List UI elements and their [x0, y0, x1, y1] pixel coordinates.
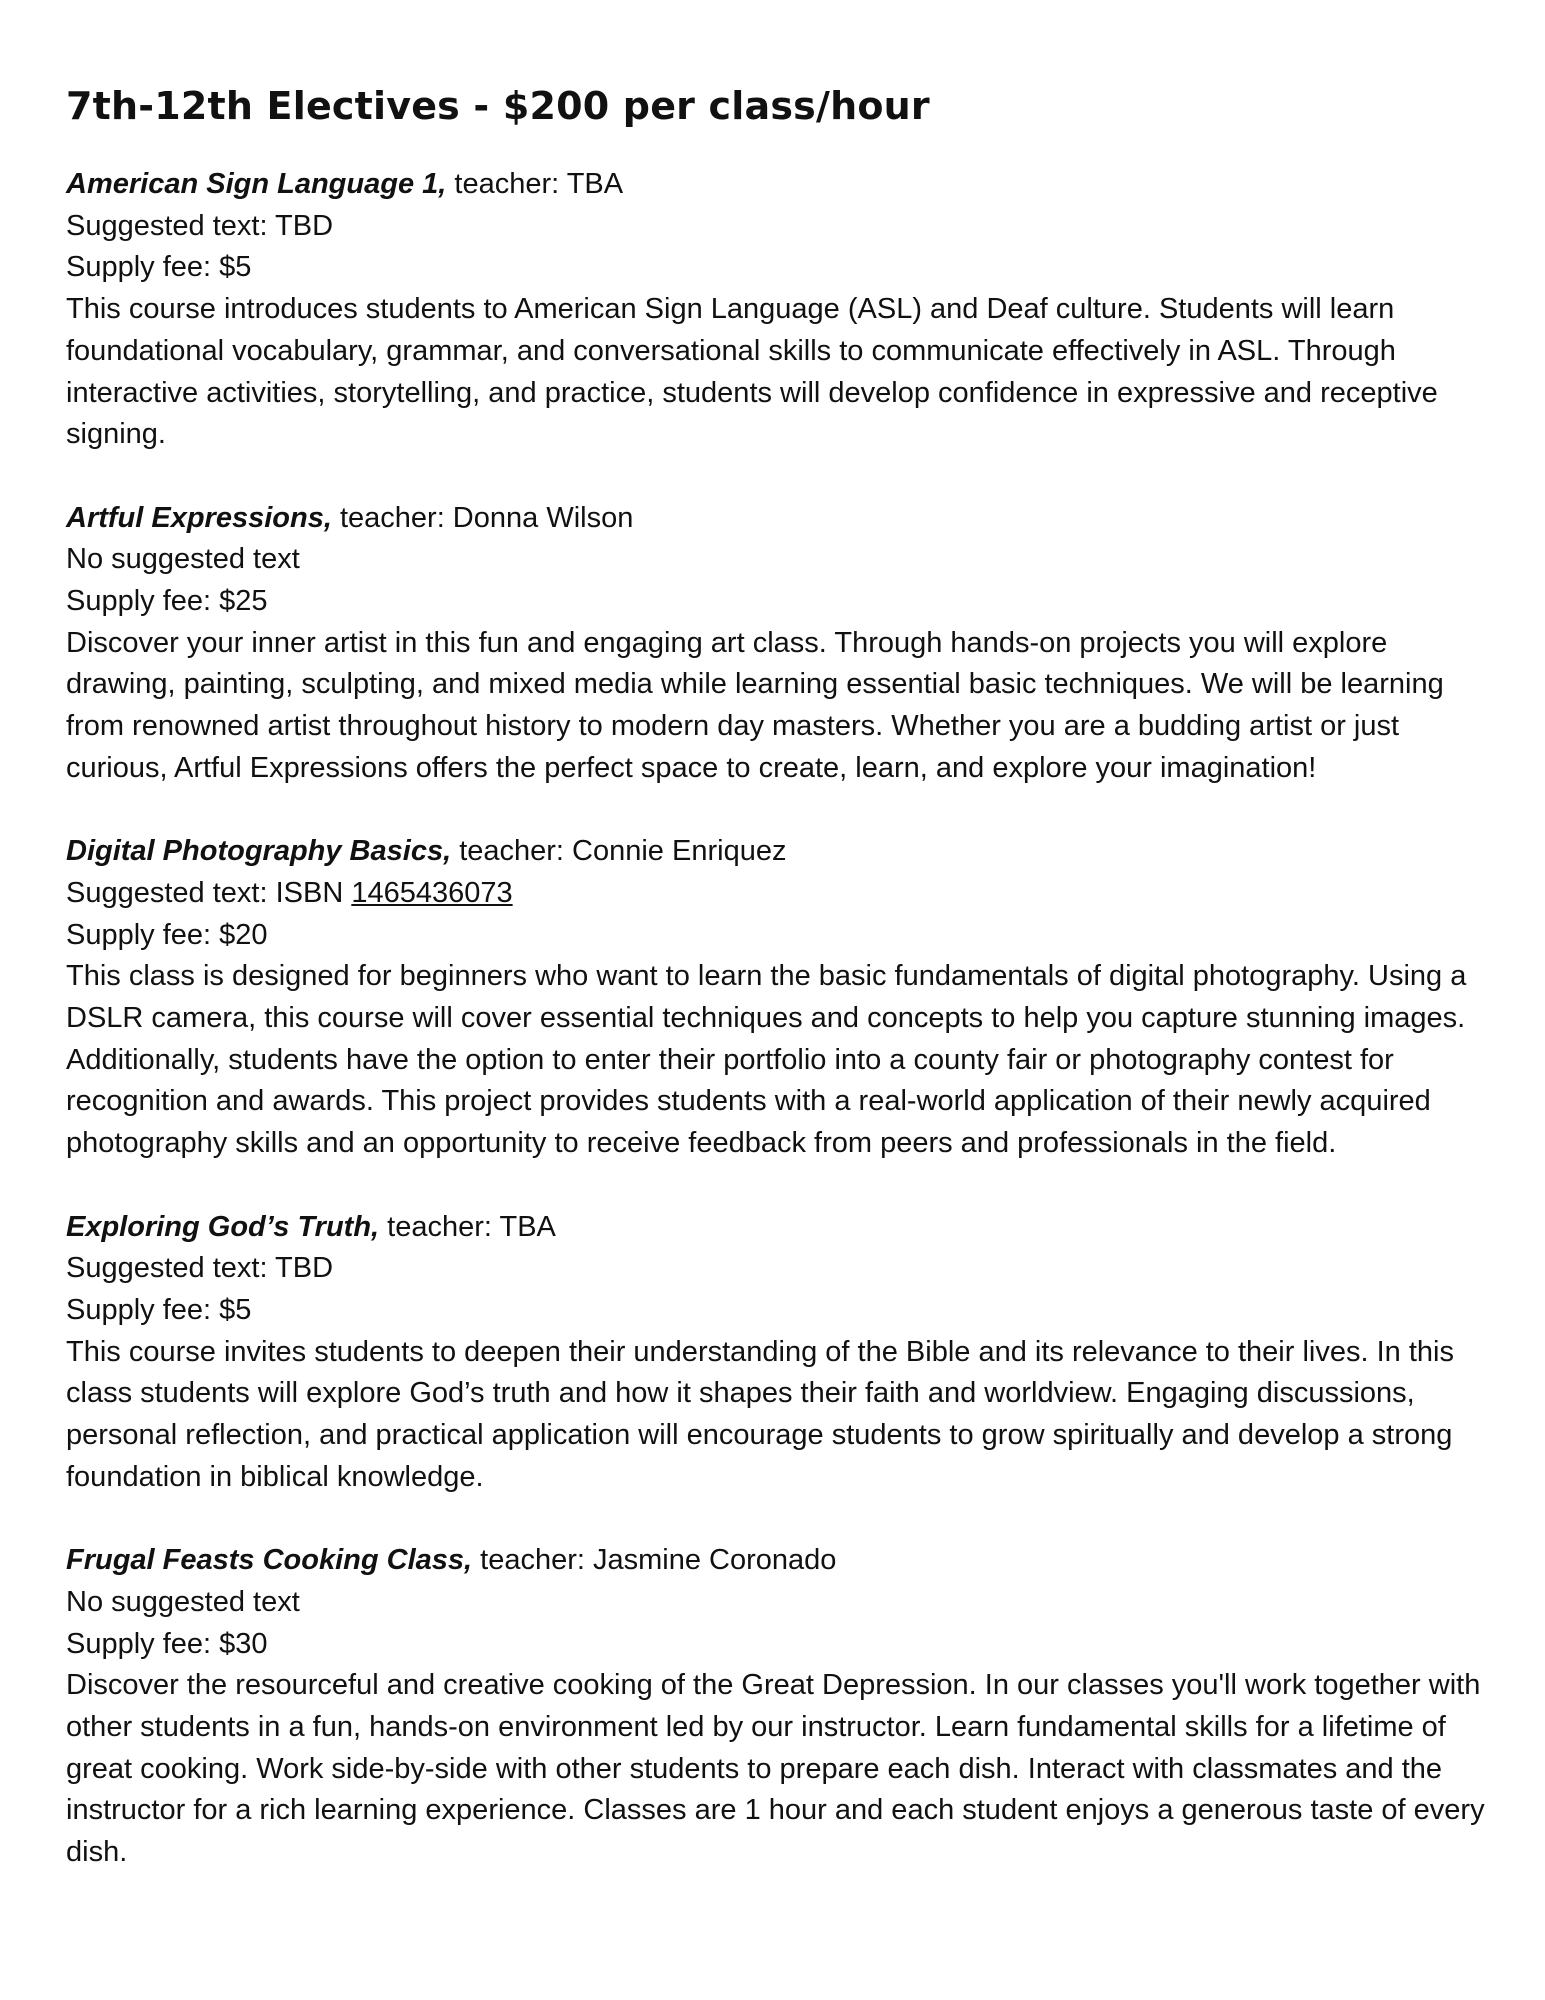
course-teacher: teacher: Connie Enriquez	[451, 835, 787, 868]
course-heading	[66, 1540, 1486, 1582]
supply-fee: Supply fee: $20	[66, 918, 268, 951]
course-description: Discover the resourceful and creative cooking of the Great Depression. In our classes you'll work together with other students in a fun, hands-on environment led by our instructor. Learn fundamental skills for a lifetime of great cooking. Work side-by-side with other students to prepare each dish. Interact with classmates and the instructor for a rich learning experience. Classes are 1 hour and each student enjoys a generous taste of every dish.	[66, 1669, 1485, 1869]
supply-fee: Supply fee: $25	[66, 585, 268, 618]
course-teacher: teacher: TBA	[379, 1210, 556, 1243]
suggested-text	[66, 873, 1486, 915]
course-entry-artful-expressions	[66, 498, 1486, 790]
course-name: Digital Photography Basics,	[66, 835, 452, 868]
course-entry-digital-photography	[66, 831, 1486, 1165]
supply-fee: Supply fee: $5	[66, 251, 252, 284]
isbn-link[interactable]: 1465436073	[351, 876, 513, 909]
course-teacher: teacher: Jasmine Coronado	[472, 1544, 837, 1577]
document-page	[66, 78, 1486, 1915]
course-heading	[66, 164, 1486, 206]
supply-fee: Supply fee: $5	[66, 1293, 252, 1326]
course-description: This course invites students to deepen their understanding of the Bible and its relevance to their lives. In this class students will explore God’s truth and how it shapes their faith and worldview. Engaging discussions, personal reflection, and practical application will encourage students to grow spiritually and develop a strong foundation in biblical knowledge.	[66, 1335, 1454, 1493]
course-name: Exploring God’s Truth,	[66, 1210, 380, 1243]
course-description: This class is designed for beginners who want to learn the basic fundamentals of digital photography. Using a DSLR camera, this course will cover essential techniques and concepts to help you capture stunning images. Additionally, students have the option to enter their portfolio into a county fair or photography contest for recognition and awards. This project provides students with a real-world application of their newly acquired photography skills and an opportunity to receive feedback from peers and professionals in the field.	[66, 960, 1467, 1160]
course-teacher: teacher: Donna Wilson	[331, 501, 634, 534]
supply-fee: Supply fee: $30	[66, 1627, 268, 1660]
course-heading	[66, 498, 1486, 540]
course-description: This course introduces students to American Sign Language (ASL) and Deaf culture. Students will learn foundational vocabulary, grammar, and conversational skills to communicate effectively in ASL. Through interactive activities, storytelling, and practice, students will develop confidence in expressive and receptive signing.	[66, 293, 1438, 451]
suggested-text-prefix: Suggested text: ISBN	[66, 876, 352, 909]
course-entry-exploring-gods-truth	[66, 1207, 1486, 1499]
suggested-text: Suggested text: TBD	[66, 209, 334, 242]
course-description: Discover your inner artist in this fun and engaging art class. Through hands-on projects you will explore drawing, painting, sculpting, and mixed media while learning essential basic techniques. We will be learning from renowned artist throughout history to modern day masters. Whether you are a budding artist or just curious, Artful Expressions offers the perfect space to create, learn, and explore your imagination!	[66, 626, 1444, 784]
course-heading	[66, 831, 1486, 873]
course-name: Artful Expressions,	[66, 501, 332, 534]
course-name: American Sign Language 1,	[66, 168, 447, 200]
suggested-text: No suggested text	[66, 1585, 300, 1618]
suggested-text: No suggested text	[66, 543, 300, 576]
course-name: Frugal Feasts Cooking Class,	[66, 1544, 473, 1577]
course-teacher: teacher: TBA	[446, 168, 624, 200]
course-entry-asl	[66, 164, 1486, 456]
suggested-text: Suggested text: TBD	[66, 1252, 334, 1285]
page-title: 7th-12th Electives - $200 per class/hour	[66, 84, 930, 128]
course-entry-frugal-feasts	[66, 1540, 1486, 1874]
course-heading	[66, 1207, 1486, 1249]
